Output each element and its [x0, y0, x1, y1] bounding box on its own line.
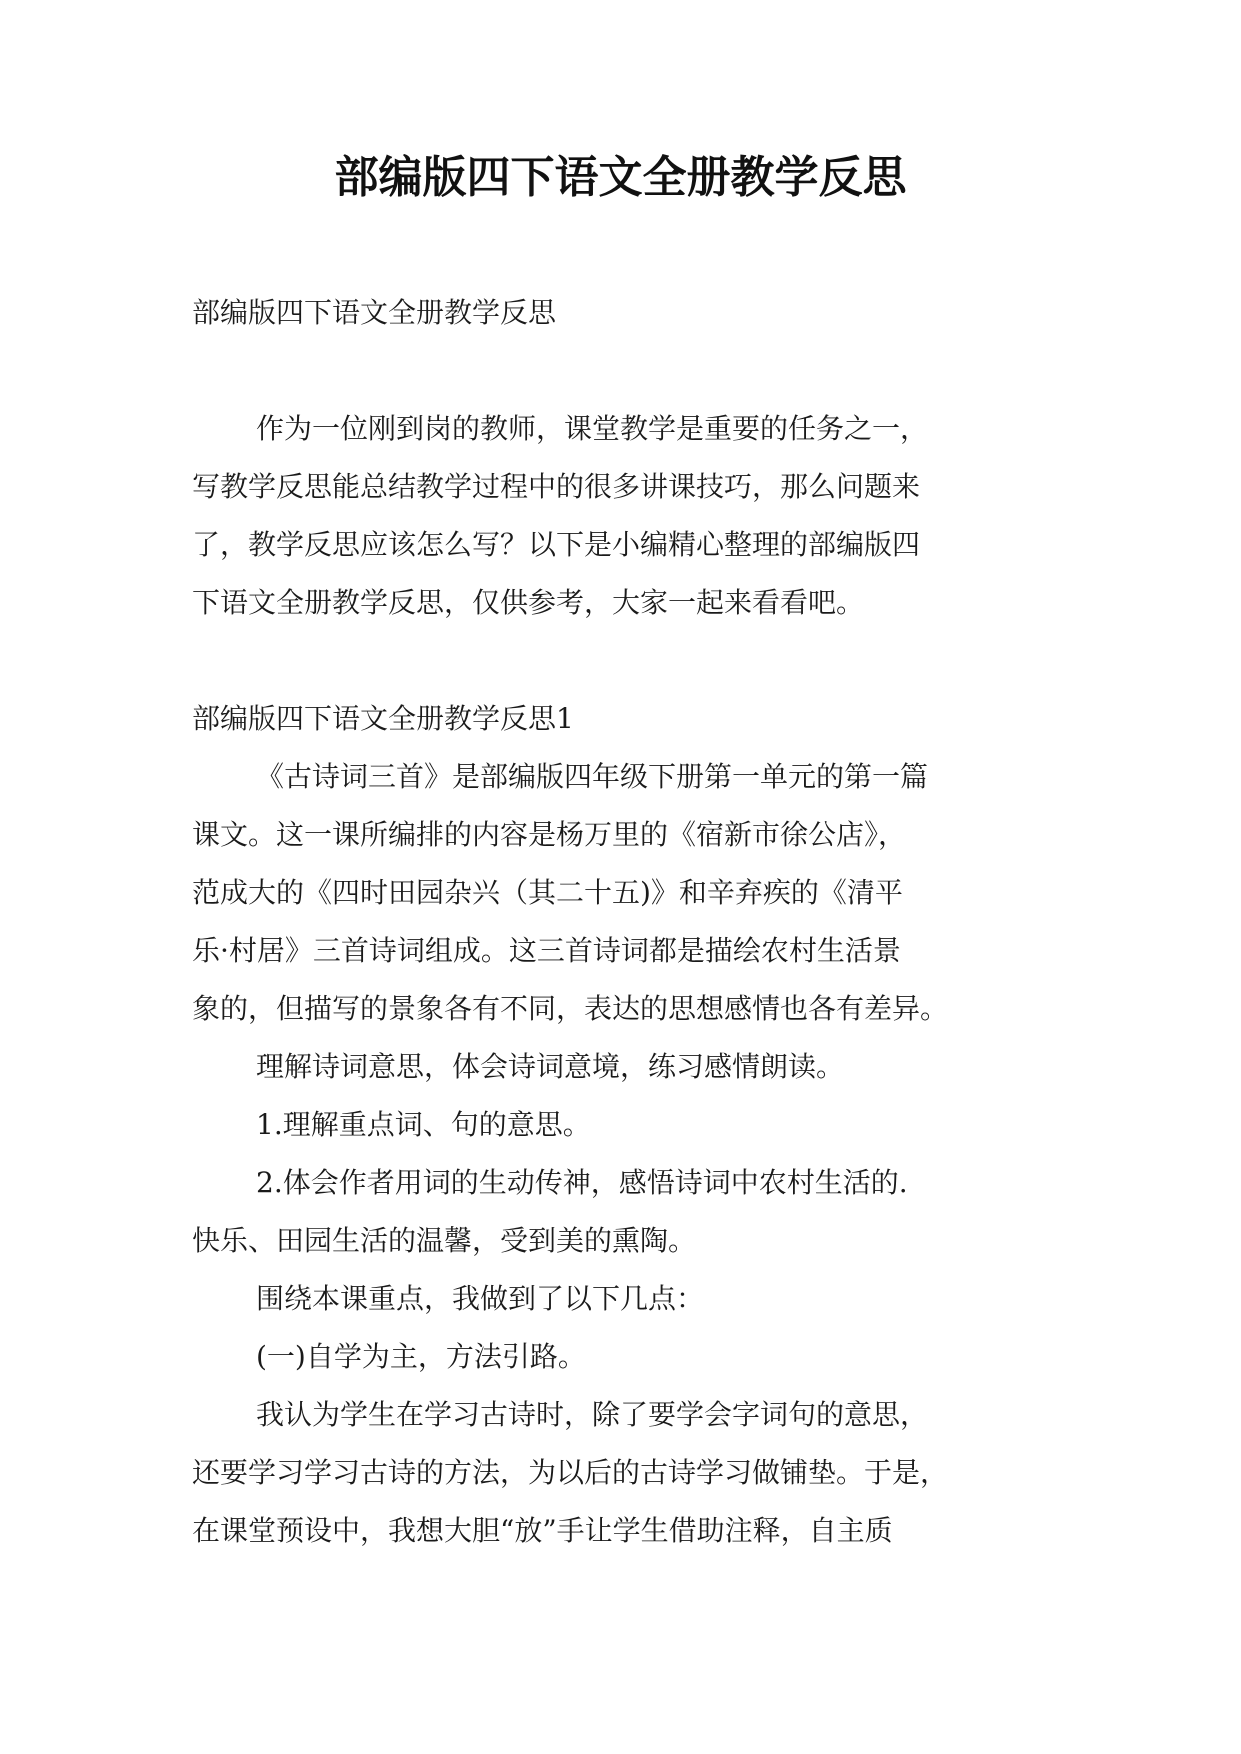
document-body [192, 284, 1052, 1560]
section-line: 1.理解重点词、句的意思。 [256, 1108, 591, 1141]
intro-line: 了，教学反思应该怎么写？以下是小编精心整理的部编版四 [192, 528, 921, 561]
section-heading: 部编版四下语文全册教学反思1 [192, 702, 574, 735]
intro-line: 作为一位刚到岗的教师，课堂教学是重要的任务之一， [256, 412, 929, 445]
section-line: 还要学习学习古诗的方法，为以后的古诗学习做铺垫。于是， [192, 1456, 949, 1489]
spacer [192, 632, 1052, 690]
document-subtitle: 部编版四下语文全册教学反思 [192, 296, 557, 329]
section-line: (一)自学为主，方法引路。 [256, 1340, 586, 1373]
spacer [192, 342, 1052, 400]
section-line: 乐·村居》三首诗词组成。这三首诗词都是描绘农村生活景 [192, 934, 901, 967]
intro-line: 写教学反思能总结教学过程中的很多讲课技巧，那么问题来 [192, 470, 921, 503]
section-line: 理解诗词意思，体会诗词意境，练习感情朗读。 [256, 1050, 845, 1083]
intro-line: 下语文全册教学反思，仅供参考，大家一起来看看吧。 [192, 586, 865, 619]
section-line: 象的，但描写的景象各有不同，表达的思想感情也各有差异。 [192, 992, 949, 1025]
section-line: 课文。这一课所编排的内容是杨万里的《宿新市徐公店》， [192, 818, 907, 851]
section-line: 在课堂预设中，我想大胆“放”手让学生借助注释，自主质 [192, 1514, 893, 1547]
section-line: 2.体会作者用词的生动传神，感悟诗词中农村生活的. [256, 1166, 908, 1199]
section-line: 快乐、田园生活的温馨，受到美的熏陶。 [192, 1224, 697, 1257]
section-line: 《古诗词三首》是部编版四年级下册第一单元的第一篇 [256, 760, 929, 793]
document-title: 部编版四下语文全册教学反思 [334, 152, 907, 203]
section-line: 我认为学生在学习古诗时，除了要学会字词句的意思， [256, 1398, 929, 1431]
section-line: 围绕本课重点，我做到了以下几点： [256, 1282, 705, 1315]
section-line: 范成大的《四时田园杂兴（其二十五)》和辛弃疾的《清平 [192, 876, 903, 909]
